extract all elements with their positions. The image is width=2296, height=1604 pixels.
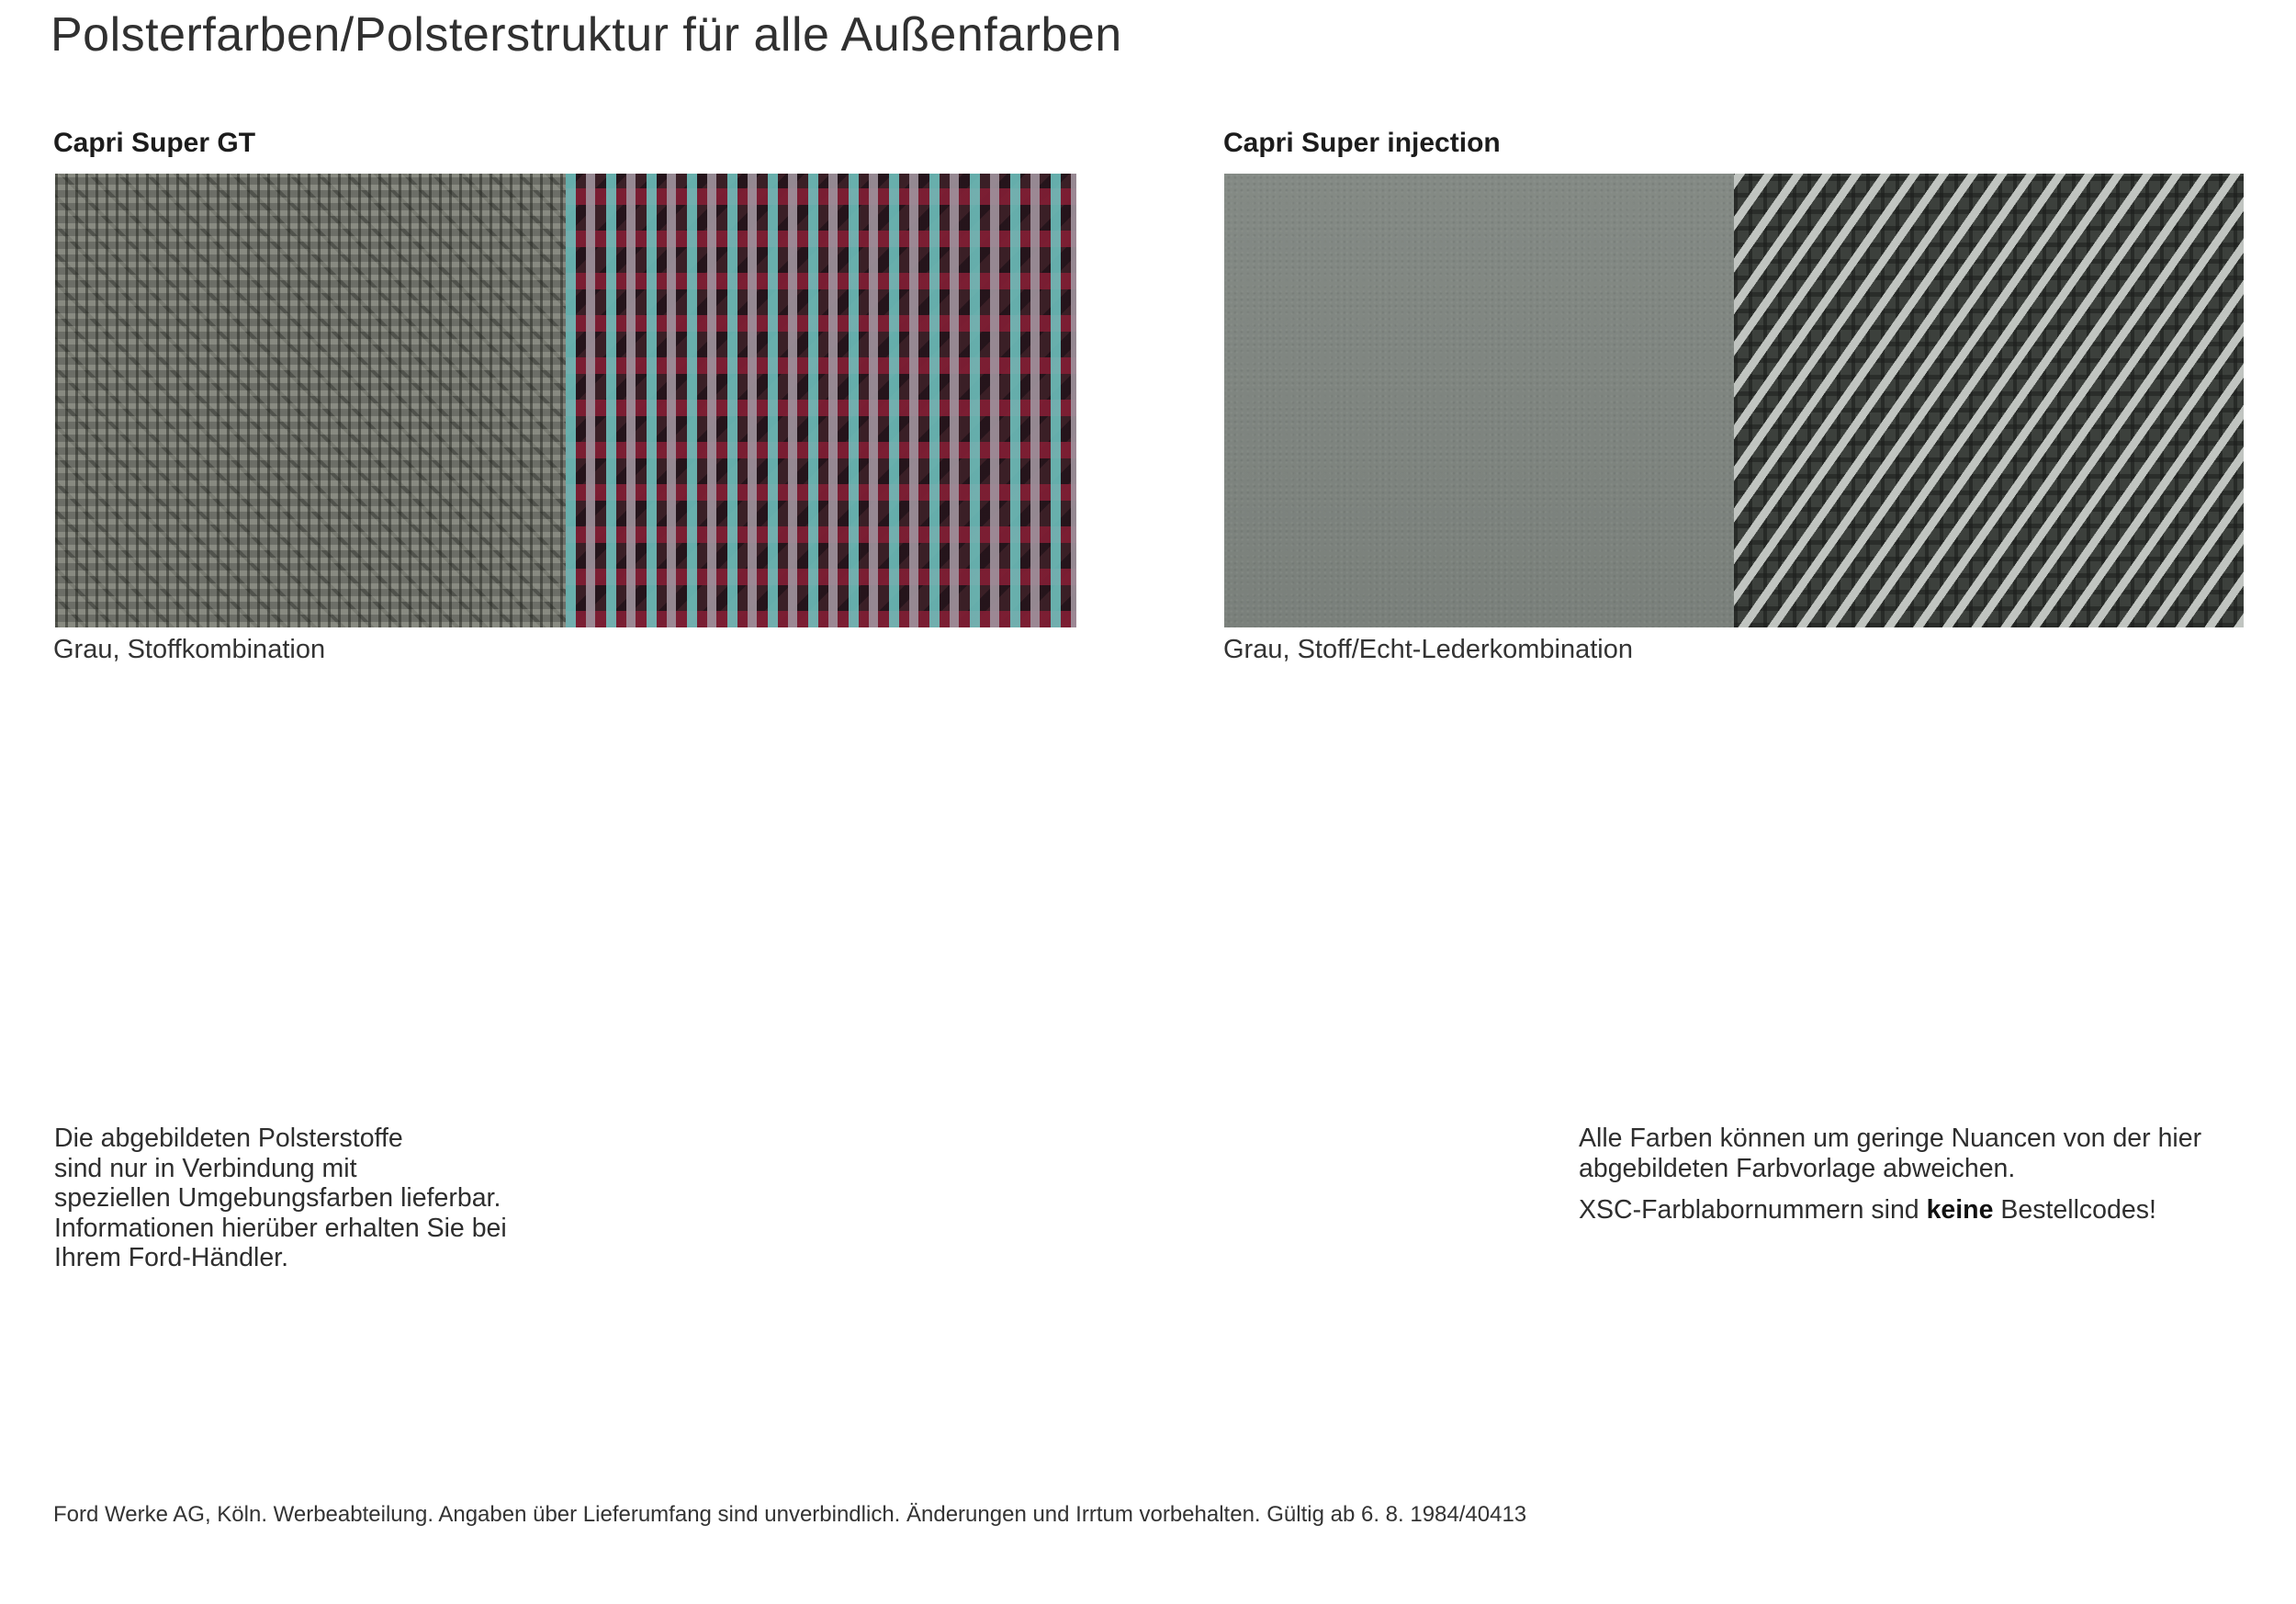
swatch-pair-super-gt bbox=[55, 174, 1076, 627]
model-heading-super-injection: Capri Super injection bbox=[1223, 128, 1501, 158]
color-disclaimer-line: Alle Farben können um geringe Nuancen von der hier bbox=[1579, 1124, 2202, 1153]
order-code-text-before: XSC-Farblabornummern sind bbox=[1579, 1195, 1927, 1225]
availability-note-line: Die abgebildeten Polsterstoffe bbox=[54, 1124, 403, 1153]
availability-note-line: sind nur in Verbindung mit bbox=[54, 1153, 357, 1183]
order-code-emphasis: keine bbox=[1926, 1195, 1994, 1225]
availability-note-line: Ihrem Ford-Händler. bbox=[54, 1243, 289, 1272]
swatch-grey-herringbone-fabric bbox=[1734, 174, 2244, 627]
page-title: Polsterfarben/Polsterstruktur für alle Außenfarben bbox=[51, 8, 1122, 62]
order-code-text-after: Bestellcodes! bbox=[1993, 1195, 2156, 1225]
swatch-grey-leather bbox=[1224, 174, 1734, 627]
availability-note-line: speziellen Umgebungsfarben lieferbar. bbox=[54, 1183, 501, 1213]
availability-note bbox=[54, 1124, 507, 1273]
color-disclaimer-line: abgebildeten Farbvorlage abweichen. bbox=[1579, 1153, 2016, 1183]
swatch-red-teal-check-fabric bbox=[566, 174, 1076, 627]
availability-note-line: Informationen hierüber erhalten Sie bei bbox=[54, 1213, 507, 1243]
model-heading-super-gt: Capri Super GT bbox=[53, 128, 256, 158]
swatch-caption-super-gt: Grau, Stoffkombination bbox=[53, 635, 326, 664]
legal-footer: Ford Werke AG, Köln. Werbeabteilung. Angaben über Lieferumfang sind unverbindlich. Änderungen und Irrtum vorbehalten. Gültig ab 6. 8. 1984/40413 bbox=[53, 1502, 1527, 1527]
swatch-grey-woven-fabric bbox=[55, 174, 566, 627]
swatch-caption-super-injection: Grau, Stoff/Echt-Lederkombination bbox=[1223, 635, 1633, 664]
swatch-pair-super-injection bbox=[1224, 174, 2244, 627]
color-disclaimer-note bbox=[1579, 1124, 2201, 1226]
order-code-disclaimer bbox=[1579, 1195, 2201, 1226]
